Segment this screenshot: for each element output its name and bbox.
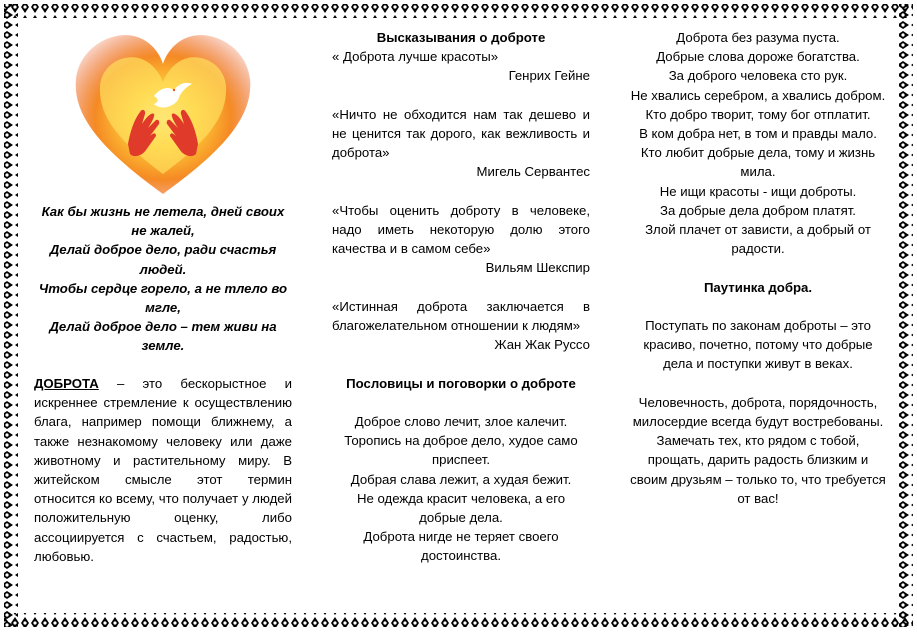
proverb-item: Добрые слова дороже богатства. — [656, 49, 860, 65]
column-proverbs-web — [628, 28, 888, 508]
column-quotes-proverbs — [332, 28, 590, 566]
proverb-item: Доброта без разума пуста. — [676, 30, 840, 45]
web-title: Паутинка добра. — [703, 279, 813, 295]
proverb-item: Не ищи красоты - ищи доброты. — [659, 183, 857, 199]
proverb-item: Доброе слово лечит, злое калечит. — [354, 413, 568, 429]
poem-line: Делай доброе дело – тем живи на земле. — [49, 319, 277, 354]
quotes-title: Высказывания о доброте — [376, 30, 546, 45]
definition-paragraph — [34, 374, 292, 566]
proverb-item: Не хвались серебром, а хвались добром. — [630, 87, 886, 103]
definition-text: – это бескорыстное и искреннее стремление к осуществлению блага, например помощи ближнему, а также незнакомому человеку или даже животному и растительному миру. В житейском смысле этот термин относится ко всему, что получает у людей положительную оценку, либо ассоциируется с счастьем, радостью, любовью. — [34, 376, 292, 564]
proverb-item: За добрые дела добром платят. — [660, 202, 856, 218]
proverbs-title: Пословицы и поговорки о доброте — [346, 375, 576, 391]
poem-line: Чтобы сердце горело, а не тлело во мгле, — [38, 280, 288, 316]
proverb-item: Доброта нигде не теряет своего достоинства. — [363, 529, 559, 564]
quote-author: Генрих Гейне — [508, 68, 590, 84]
quote-text: «Чтобы оценить доброту в человеке, надо иметь некоторую долю этого качества и в самом себе» — [332, 202, 590, 257]
quote-text: «Истинная доброта заключается в благожелательном отношении к людям» — [332, 298, 590, 333]
proverb-item: За доброго человека сто рук. — [668, 68, 848, 84]
proverb-item: Не одежда красит человека, а его добрые дела. — [356, 490, 566, 525]
proverb-item: Кто любит добрые дела, тому и жизнь мила. — [640, 145, 876, 180]
proverb-item: Добрая слава лежит, а худая бежит. — [350, 471, 572, 487]
quote-text: « Доброта лучше красоты» — [332, 49, 499, 65]
quote-author: Жан Жак Руссо — [494, 337, 590, 353]
web-paragraph: Человечность, доброта, порядочность, милосердие всегда будут востребованы. — [632, 394, 884, 430]
proverb-item: Торопись на доброе дело, худое само приспеет. — [344, 433, 578, 468]
web-paragraph: Замечать тех, кто рядом с тобой, прощать, дарить радость близким и своим друзьям – только то, что требуется от вас! — [630, 433, 886, 506]
heart-hands-dove-icon — [68, 24, 258, 200]
poem-line: Как бы жизнь не летела, дней своих не жалей, — [41, 204, 285, 239]
proverb-item: Кто добро творит, тому бог отплатит. — [645, 106, 871, 122]
quote-text: «Ничто не обходится нам так дешево и не ценится так дорого, как вежливость и доброта» — [332, 106, 590, 161]
definition-term: ДОБРОТА — [34, 376, 99, 391]
poem-line: Делай доброе дело, ради счастья людей. — [49, 242, 277, 277]
proverb-item: В ком добра нет, в том и правды мало. — [639, 126, 877, 142]
quote-author: Мигель Сервантес — [476, 164, 590, 180]
proverb-item: Злой плачет от зависти, а добрый от радости. — [645, 222, 871, 257]
web-paragraph: Поступать по законам доброты – это красиво, почетно, потому что добрые дела и поступки живут в веках. — [643, 318, 873, 372]
poem — [34, 202, 292, 356]
quote-author: Вильям Шекспир — [485, 260, 590, 276]
